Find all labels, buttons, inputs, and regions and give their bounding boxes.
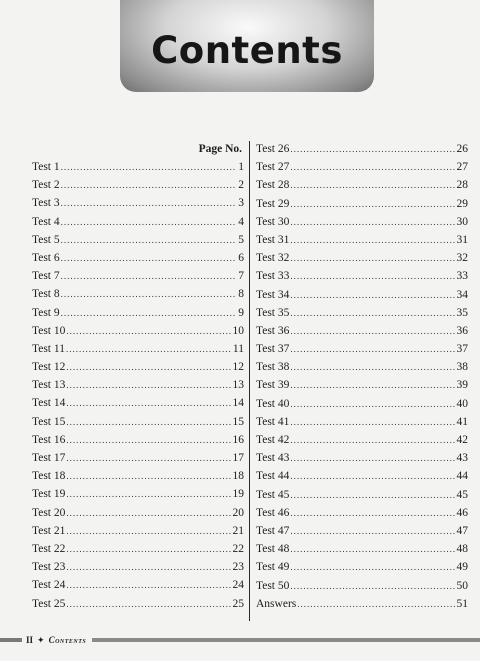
dot-leader (290, 376, 455, 394)
toc-entry-page: 29 (456, 197, 468, 210)
page-title: Contents (151, 28, 343, 72)
dot-leader (66, 467, 231, 485)
toc-entry[interactable] (256, 322, 468, 340)
toc-entry[interactable] (32, 413, 244, 431)
contents-banner (120, 0, 374, 92)
toc-entry[interactable] (256, 431, 468, 449)
dot-leader (66, 504, 231, 522)
toc-entry-page: 28 (456, 179, 468, 192)
toc-entry-page: 22 (232, 542, 244, 555)
dot-leader (290, 213, 455, 231)
toc-entry-page: 25 (232, 597, 244, 610)
toc-entry-page: 9 (238, 306, 244, 319)
toc-entry[interactable] (32, 504, 244, 522)
dot-leader (290, 577, 455, 595)
toc-entry-page: 15 (232, 415, 244, 428)
toc-entry-page: 37 (456, 343, 468, 356)
toc-entry-label: Test 17 (32, 452, 66, 464)
dot-leader (290, 195, 455, 213)
toc-entry-page: 8 (238, 288, 244, 301)
toc-entry[interactable] (256, 358, 468, 376)
toc-entry[interactable] (256, 522, 468, 540)
toc-entry-label: Test 43 (256, 452, 290, 465)
dot-leader (290, 140, 455, 158)
toc-entry-label: Test 41 (256, 415, 290, 428)
toc-entry-page: 40 (456, 397, 468, 410)
page-footer (0, 632, 480, 648)
dot-leader (61, 194, 235, 212)
dot-leader (61, 267, 235, 285)
toc-entry-label: Test 37 (256, 343, 290, 356)
toc-entry-label: Test 34 (256, 288, 290, 301)
toc-entry-page: 39 (456, 379, 468, 392)
toc-entry[interactable] (256, 195, 468, 213)
toc-entry-page: 27 (456, 161, 468, 174)
toc-entry-label: Test 47 (256, 524, 290, 537)
toc-entry-page: 48 (456, 543, 468, 556)
dot-leader (66, 394, 231, 412)
toc-entry-page: 30 (456, 215, 468, 228)
toc-entry-page: 44 (456, 470, 468, 483)
dot-leader (61, 249, 235, 267)
toc-entry-page: 49 (456, 561, 468, 574)
toc-entry-page: 16 (232, 433, 244, 446)
toc-entry-label: Test 12 (32, 361, 66, 374)
toc-column-right (256, 140, 468, 613)
toc-entry[interactable] (32, 304, 244, 322)
dot-leader (61, 176, 235, 194)
toc-entry-label: Test 9 (32, 306, 60, 319)
toc-entry[interactable] (32, 285, 244, 303)
toc-entry[interactable] (32, 522, 244, 540)
toc-entry-label: Test 6 (32, 251, 60, 264)
toc-entry-page: 4 (238, 215, 244, 228)
toc-entry-page: 24 (232, 579, 244, 592)
toc-column-left (32, 140, 244, 613)
toc-entry[interactable] (32, 394, 244, 412)
dot-leader (61, 158, 235, 176)
footer-rule-left (0, 638, 22, 642)
dot-leader (290, 413, 455, 431)
toc-entry-page: 11 (232, 342, 244, 355)
toc-entry-page: 51 (456, 597, 468, 610)
dot-leader (61, 213, 235, 231)
toc-entry[interactable] (256, 595, 468, 613)
dot-leader (290, 158, 455, 176)
dot-leader (66, 576, 231, 594)
toc-entry-label: Test 21 (32, 524, 66, 537)
toc-entry[interactable] (256, 176, 468, 194)
toc-entry-label: Test 18 (32, 470, 66, 483)
toc-entry-label: Test 20 (32, 506, 66, 519)
toc-entry-label: Test 15 (32, 415, 66, 428)
toc-entry-page: 33 (456, 270, 468, 283)
dot-leader (66, 431, 231, 449)
toc-entry[interactable] (256, 449, 468, 467)
page-no-header: Page No. (198, 143, 242, 155)
toc-entry-label: Test 49 (256, 561, 290, 574)
toc-entry[interactable] (256, 231, 468, 249)
dot-leader (290, 322, 455, 340)
toc-entry[interactable] (32, 231, 244, 249)
toc-entry[interactable] (32, 558, 244, 576)
toc-list-right (256, 140, 468, 613)
toc-entry-label: Test 50 (256, 579, 290, 592)
toc-entry[interactable] (32, 340, 244, 358)
toc-entry-label: Test 30 (256, 215, 290, 228)
dot-leader (61, 285, 235, 303)
dot-leader (66, 485, 231, 503)
toc-entry-page: 26 (456, 143, 468, 155)
toc-entry-label: Test 33 (256, 270, 290, 283)
toc-entry[interactable] (32, 176, 244, 194)
toc-entry[interactable] (256, 504, 468, 522)
toc-entry-page: 21 (232, 524, 244, 537)
toc-entry-page: 36 (456, 324, 468, 337)
toc-entry-label: Test 31 (256, 233, 290, 246)
dot-leader (66, 340, 232, 358)
toc-entry-page: 31 (456, 233, 468, 246)
toc-entry-label: Test 10 (32, 324, 66, 337)
toc-entry-page: 12 (232, 361, 244, 374)
toc-entry-page: 42 (456, 434, 468, 446)
toc-entry-label: Test 7 (32, 270, 60, 283)
toc-entry[interactable] (32, 358, 244, 376)
toc-entry-label: Test 4 (32, 215, 60, 228)
dot-leader (66, 540, 231, 558)
toc-entry-page: 2 (238, 179, 244, 192)
toc-entry-label: Test 36 (256, 324, 290, 337)
dot-leader (66, 358, 231, 376)
toc-entry-page: 23 (232, 561, 244, 574)
toc-entry-page: 38 (456, 361, 468, 374)
dot-leader (290, 486, 455, 504)
toc-entry-page: 14 (232, 397, 244, 410)
footer-rule-right (92, 638, 480, 642)
toc-entry-label: Test 23 (32, 561, 66, 574)
toc-entry-page: 46 (456, 506, 468, 519)
toc-entry-page: 45 (456, 488, 468, 501)
toc-entry-page: 17 (232, 452, 244, 464)
dot-leader (66, 322, 231, 340)
toc-entry-label: Test 27 (256, 161, 290, 174)
dot-leader (290, 176, 455, 194)
dot-leader (66, 376, 231, 394)
toc-entry[interactable] (256, 249, 468, 267)
toc-entry[interactable] (32, 376, 244, 394)
toc-entry-label: Test 3 (32, 197, 60, 210)
toc-entry-page: 19 (232, 488, 244, 501)
toc-entry-page: 34 (456, 288, 468, 301)
toc-list-left (32, 158, 244, 613)
toc-entry-page: 13 (232, 379, 244, 392)
toc-entry-label: Test 16 (32, 433, 66, 446)
toc-entry-label: Test 24 (32, 579, 66, 592)
dot-leader (66, 522, 231, 540)
toc-entry[interactable] (256, 286, 468, 304)
toc-entry[interactable] (256, 213, 468, 231)
dot-leader (290, 286, 455, 304)
toc-entry-label: Test 22 (32, 542, 66, 555)
toc-entry[interactable] (256, 577, 468, 595)
dot-leader (290, 249, 455, 267)
toc-entry-page: 50 (456, 579, 468, 592)
dot-leader (66, 413, 231, 431)
toc-entry[interactable] (256, 558, 468, 576)
dot-leader (290, 522, 455, 540)
toc-entry-page: 32 (456, 252, 468, 265)
toc-entry[interactable] (256, 467, 468, 485)
toc-entry-label: Test 2 (32, 179, 60, 192)
toc-entry[interactable] (256, 158, 468, 176)
toc-entry-label: Test 39 (256, 379, 290, 392)
toc-entry-label: Test 48 (256, 543, 290, 556)
dot-leader (290, 431, 455, 449)
toc-entry-page: 43 (456, 452, 468, 465)
toc-entry-label: Test 5 (32, 233, 60, 246)
toc-entry-page: 6 (238, 251, 244, 264)
toc-entry-page: 3 (238, 197, 244, 210)
toc-entry[interactable] (32, 431, 244, 449)
toc-entry-page: 5 (238, 233, 244, 246)
footer-section-title: Contents (48, 635, 87, 645)
toc-entry[interactable] (256, 486, 468, 504)
star-icon: ✦ (37, 634, 45, 645)
toc-entry[interactable] (32, 194, 244, 212)
toc-entry-label: Answers (256, 597, 297, 610)
toc-entry[interactable] (256, 140, 468, 158)
toc-entry-label: Test 14 (32, 397, 66, 410)
dot-leader (290, 358, 455, 376)
toc-entry-label: Test 45 (256, 488, 290, 501)
toc-entry[interactable] (256, 340, 468, 358)
toc-entry-label: Test 44 (256, 470, 290, 483)
toc-entry[interactable] (256, 413, 468, 431)
dot-leader (290, 340, 455, 358)
toc-entry-page: 41 (456, 415, 468, 428)
dot-leader (66, 595, 231, 613)
toc-entry-label: Test 13 (32, 379, 66, 392)
toc-entry-label: Test 32 (256, 252, 290, 265)
dot-leader (290, 558, 455, 576)
toc-entry-page: 35 (456, 306, 468, 319)
toc-entry-label: Test 40 (256, 397, 290, 410)
dot-leader (290, 449, 455, 467)
dot-leader (290, 395, 455, 413)
toc-entry-label: Test 35 (256, 306, 290, 319)
dot-leader (297, 595, 455, 613)
toc-entry[interactable] (32, 249, 244, 267)
dot-leader (290, 467, 455, 485)
toc-entry-page: 18 (232, 470, 244, 483)
column-divider (249, 141, 250, 621)
toc-entry-label: Test 28 (256, 179, 290, 192)
toc-entry-page: 1 (238, 161, 244, 173)
toc-entry-label: Test 25 (32, 597, 66, 610)
toc-entry-label: Test 8 (32, 288, 60, 301)
toc-entry[interactable] (32, 467, 244, 485)
toc-entry-label: Test 11 (32, 342, 65, 355)
toc-entry-page: 20 (232, 506, 244, 519)
toc-entry-label: Test 26 (256, 143, 290, 155)
toc-entry-label: Test 29 (256, 197, 290, 210)
dot-leader (290, 267, 455, 285)
dot-leader (290, 540, 455, 558)
toc-entry[interactable] (32, 158, 244, 176)
toc-entry-page: 10 (232, 324, 244, 337)
toc-entry-page: 47 (456, 524, 468, 537)
toc-entry[interactable] (256, 376, 468, 394)
dot-leader (66, 558, 231, 576)
toc-entry[interactable] (32, 576, 244, 594)
toc-entry[interactable] (256, 395, 468, 413)
page-folio: II (26, 635, 34, 645)
toc-entry[interactable] (256, 267, 468, 285)
toc-entry[interactable] (32, 267, 244, 285)
toc-entry-label: Test 1 (32, 161, 60, 173)
toc-entry[interactable] (256, 304, 468, 322)
dot-leader (61, 231, 235, 249)
toc-entry[interactable] (32, 595, 244, 613)
toc-entry-label: Test 42 (256, 434, 290, 446)
dot-leader (290, 504, 455, 522)
dot-leader (290, 231, 455, 249)
toc-entry[interactable] (32, 485, 244, 503)
toc-entry[interactable] (32, 322, 244, 340)
toc-entry-label: Test 46 (256, 506, 290, 519)
toc-entry[interactable] (32, 213, 244, 231)
toc-entry[interactable] (32, 540, 244, 558)
toc-entry-label: Test 19 (32, 488, 66, 501)
toc-entry[interactable] (32, 449, 244, 467)
toc-entry[interactable] (256, 540, 468, 558)
toc-entry-label: Test 38 (256, 361, 290, 374)
dot-leader (66, 449, 231, 467)
dot-leader (290, 304, 455, 322)
dot-leader (61, 304, 235, 322)
toc-entry-page: 7 (238, 270, 244, 283)
